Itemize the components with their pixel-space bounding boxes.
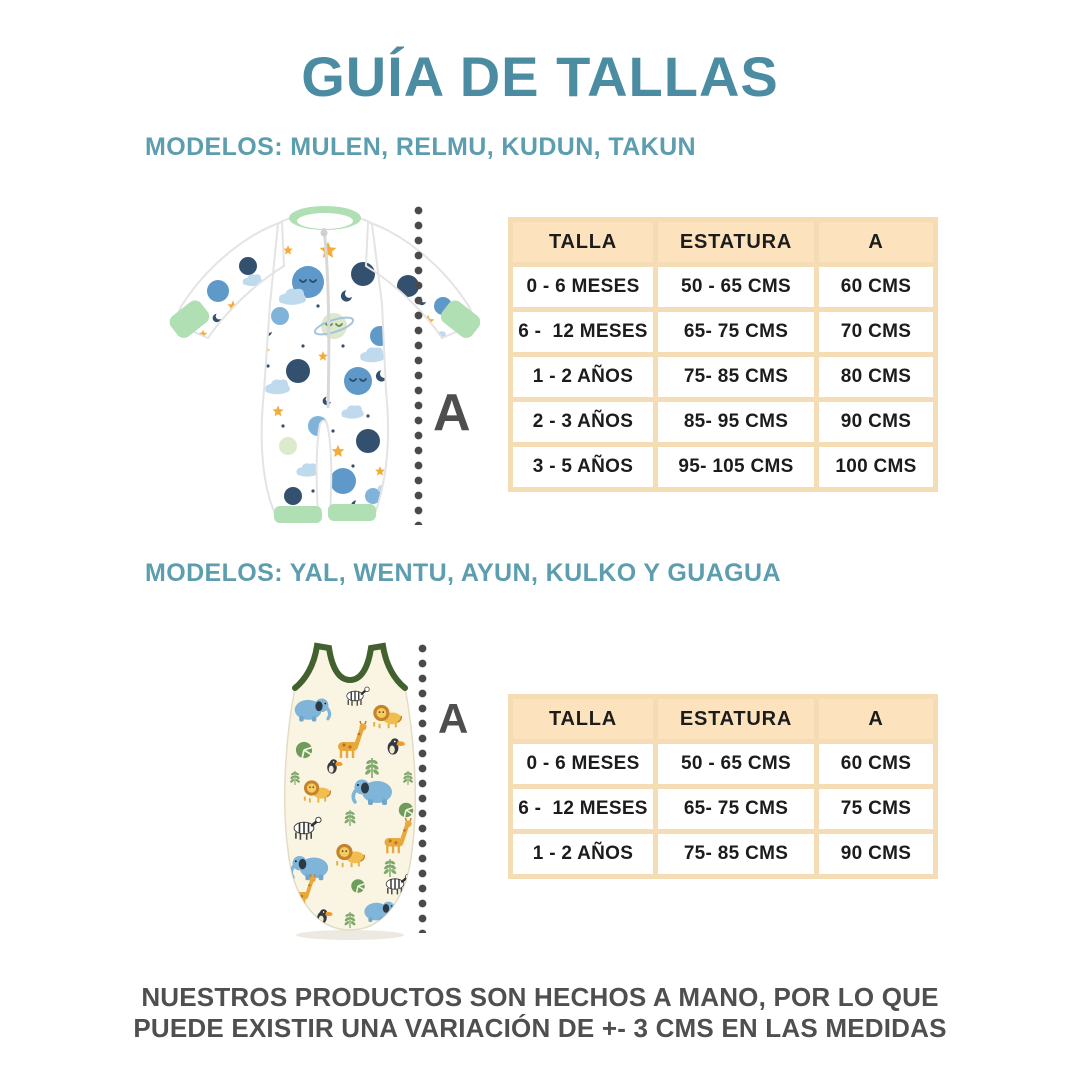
table-cell: 60 CMS [819, 267, 933, 307]
disclaimer-line-2: PUEDE EXISTIR UNA VARIACIÓN DE +- 3 CMS EN LAS MEDIDAS [133, 1013, 947, 1043]
table-row [513, 834, 933, 874]
table-cell: 0 - 6 MESES [513, 267, 653, 307]
table-cell: 50 - 65 CMS [658, 744, 814, 784]
table-cell: 50 - 65 CMS [658, 267, 814, 307]
table-cell: 2 - 3 AÑOS [513, 402, 653, 442]
table-header-cell: A [819, 222, 933, 262]
section1-models-heading: MODELOS: MULEN, RELMU, KUDUN, TAKUN [145, 133, 696, 161]
handmade-disclaimer [0, 982, 1080, 1044]
table-cell: 75- 85 CMS [658, 357, 814, 397]
table-cell: 75 CMS [819, 789, 933, 829]
table-row [513, 744, 933, 784]
table-cell: 0 - 6 MESES [513, 744, 653, 784]
table-row [513, 789, 933, 829]
table-cell: 6 - 12 MESES [513, 312, 653, 352]
table-cell: 80 CMS [819, 357, 933, 397]
table-row [513, 357, 933, 397]
table-header-row [513, 699, 933, 739]
table-cell: 85- 95 CMS [658, 402, 814, 442]
table-cell: 65- 75 CMS [658, 789, 814, 829]
table-cell: 60 CMS [819, 744, 933, 784]
table-cell: 75- 85 CMS [658, 834, 814, 874]
table-cell: 65- 75 CMS [658, 312, 814, 352]
table-cell: 100 CMS [819, 447, 933, 487]
safari-print-sleeping-bag-illustration [260, 638, 440, 943]
page-title: GUÍA DE TALLAS [301, 45, 779, 108]
section2-models-heading: MODELOS: YAL, WENTU, AYUN, KULKO Y GUAGUA [145, 559, 781, 587]
table-header-cell: TALLA [513, 699, 653, 739]
size-table-sleeping-bag [508, 694, 938, 879]
table-cell: 1 - 2 AÑOS [513, 834, 653, 874]
table-cell: 90 CMS [819, 834, 933, 874]
table-cell: 70 CMS [819, 312, 933, 352]
table-cell: 90 CMS [819, 402, 933, 442]
disclaimer-line-1: NUESTROS PRODUCTOS SON HECHOS A MANO, POR LO QUE [141, 982, 939, 1012]
table-row [513, 267, 933, 307]
table-header-cell: TALLA [513, 222, 653, 262]
table-cell: 6 - 12 MESES [513, 789, 653, 829]
space-print-sleepsuit-illustration [158, 186, 480, 538]
measurement-dotted-line [418, 641, 427, 933]
table-cell: 1 - 2 AÑOS [513, 357, 653, 397]
table-header-cell: ESTATURA [658, 699, 814, 739]
table-row [513, 447, 933, 487]
table-header-cell: A [819, 699, 933, 739]
size-table-sleepsuit [508, 217, 938, 492]
measurement-dotted-line [414, 203, 423, 525]
table-row [513, 402, 933, 442]
table-row [513, 312, 933, 352]
table-cell: 95- 105 CMS [658, 447, 814, 487]
table-header-row [513, 222, 933, 262]
measurement-label-a: A [438, 695, 469, 742]
measurement-label-a: A [433, 384, 471, 442]
table-header-cell: ESTATURA [658, 222, 814, 262]
table-cell: 3 - 5 AÑOS [513, 447, 653, 487]
